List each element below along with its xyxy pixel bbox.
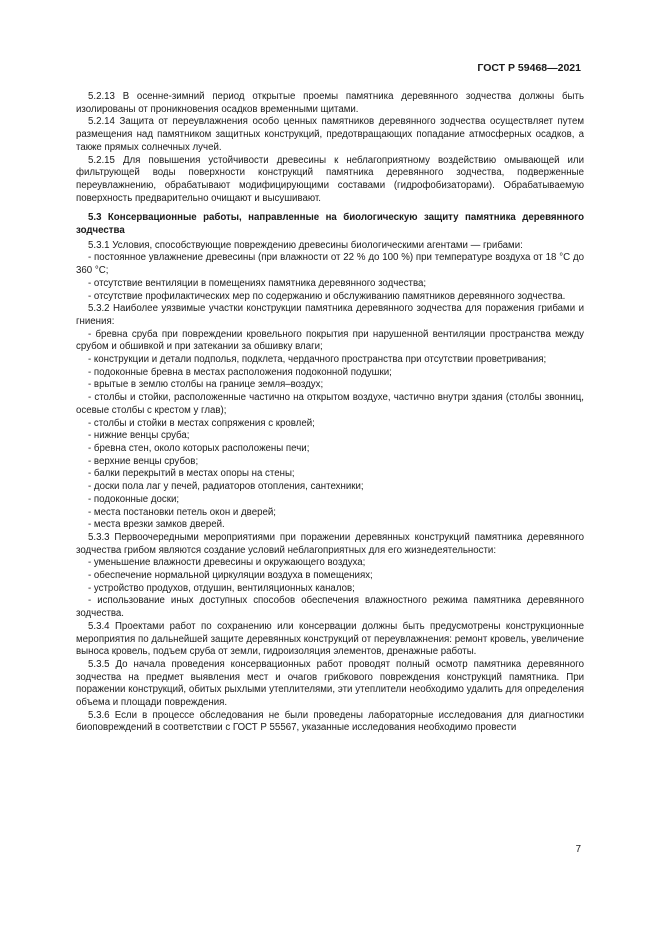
list-item: - столбы и стойки, расположенные частично на открытом воздухе, частично внутри здания (столбы звонниц, осевые столбы с крестом у глав); (76, 392, 584, 416)
list-item: - подоконные доски; (88, 493, 180, 505)
list-item: - нижние венцы сруба; (88, 430, 190, 442)
list-item: - бревна стен, около которых расположены печи; (88, 442, 310, 454)
paragraph-5-2-15: 5.2.15 Для повышения устойчивости древесины к неблагоприятному воздействию омывающей или фильтрующей воды поверхности конструкций памятника деревянного зодчества, подверженные переувлажнению, обрабатывают модифицирующими составами (гидрофобизаторами). Обрабатываемую поверхность предварительно очищают и высушивают. (76, 154, 584, 204)
list-item: - подоконные бревна в местах расположения подоконной подушки; (88, 366, 392, 378)
paragraph-5-3-5: 5.3.5 До начала проведения консервационных работ проводят полный осмотр памятника деревянного зодчества на предмет выявления мест и очагов грибкового повреждения конструкций памятника. При поражении конструкций, обитых рыхлыми утеплителями, эти утеплители необходимо удалить для определения объема и площади повреждения. (76, 658, 584, 709)
list-item: - места постановки петель окон и дверей; (88, 506, 276, 518)
list-item: - доски пола лаг у печей, радиаторов отопления, сантехники; (88, 481, 364, 493)
list-item: - уменьшение влажности древесины и окружающего воздуха; (88, 557, 366, 569)
document-body (76, 91, 584, 735)
list-item: - отсутствие вентиляции в помещениях памятника деревянного зодчества; (88, 277, 427, 289)
paragraph-5-3-1: 5.3.1 Условия, способствующие повреждению древесины биологическими агентами — грибами: (88, 239, 523, 251)
list-item: - балки перекрытий в местах опоры на стены; (88, 468, 295, 480)
list-item: - отсутствие профилактических мер по содержанию и обслуживанию памятников деревянного зодчества. (88, 290, 566, 302)
list-item: - верхние венцы срубов; (88, 455, 199, 467)
paragraph-5-3-6: 5.3.6 Если в процессе обследования не были проведены лабораторные исследования для диагностики биоповреждений в соответствии с ГОСТ Р 55567, указанные исследования необходимо провести (76, 709, 584, 734)
paragraph-5-2-13: 5.2.13 В осенне-зимний период открытые проемы памятника деревянного зодчества должны быть изолированы от проникновения осадков временными щитами. (76, 91, 584, 115)
list-item: - врытые в землю столбы на границе земля–воздух; (88, 379, 324, 391)
document-code-header: ГОСТ Р 59468—2021 (477, 62, 581, 74)
paragraph-5-2-14: 5.2.14 Защита от переувлажнения особо ценных памятников деревянного зодчества осуществляет путем размещения над памятником защитных конструкций, предотвращающих попадание атмосферных осадков, а также прямых солнечных лучей. (76, 116, 584, 153)
list-item: - обеспечение нормальной циркуляции воздуха в помещениях; (88, 570, 373, 582)
list-item: - столбы и стойки в местах сопряжения с кровлей; (88, 417, 315, 429)
paragraph-5-3-2: 5.3.2 Наиболее уязвимые участки конструкции памятника деревянного зодчества для поражения грибами и гниения: (76, 303, 584, 327)
page-number: 7 (575, 844, 581, 855)
list-item: - использование иных доступных способов обеспечения влажностного режима памятника деревянного зодчества. (76, 595, 584, 620)
list-item: - постоянное увлажнение древесины (при влажности от 22 % до 100 %) при температуре воздуха от 18 °C до 360 °C; (76, 252, 584, 277)
list-item: - конструкции и детали подполья, подклета, чердачного пространства при отсутствии проветривания; (88, 354, 547, 366)
list-item: - места врезки замков дверей. (88, 519, 225, 531)
list-item: - бревна сруба при повреждении кровельного покрытия при нарушенной вентиляции пространства между срубом и обшивкой и при затекании за обшивку влаги; (76, 328, 584, 353)
section-heading-5-3: 5.3 Консервационные работы, направленные на биологическую защиту памятника деревянного зодчества (76, 212, 584, 237)
paragraph-5-3-4: 5.3.4 Проектами работ по сохранению или консервации должны быть предусмотрены конструкционные мероприятия по дальнейшей защите деревянных конструкций от переувлажнения: ремонт кровель, увеличение выноса кровель, подъем сруба от земли, гидроизоляция элементов, дренажные работы. (76, 620, 584, 658)
list-item: - устройство продухов, отдушин, вентиляционных каналов; (88, 582, 355, 594)
paragraph-5-3-3: 5.3.3 Первоочередными мероприятиями при поражении деревянных конструкций памятника деревянного зодчества грибом являются создание условий неблагоприятных для его жизнедеятельности: (76, 531, 584, 556)
